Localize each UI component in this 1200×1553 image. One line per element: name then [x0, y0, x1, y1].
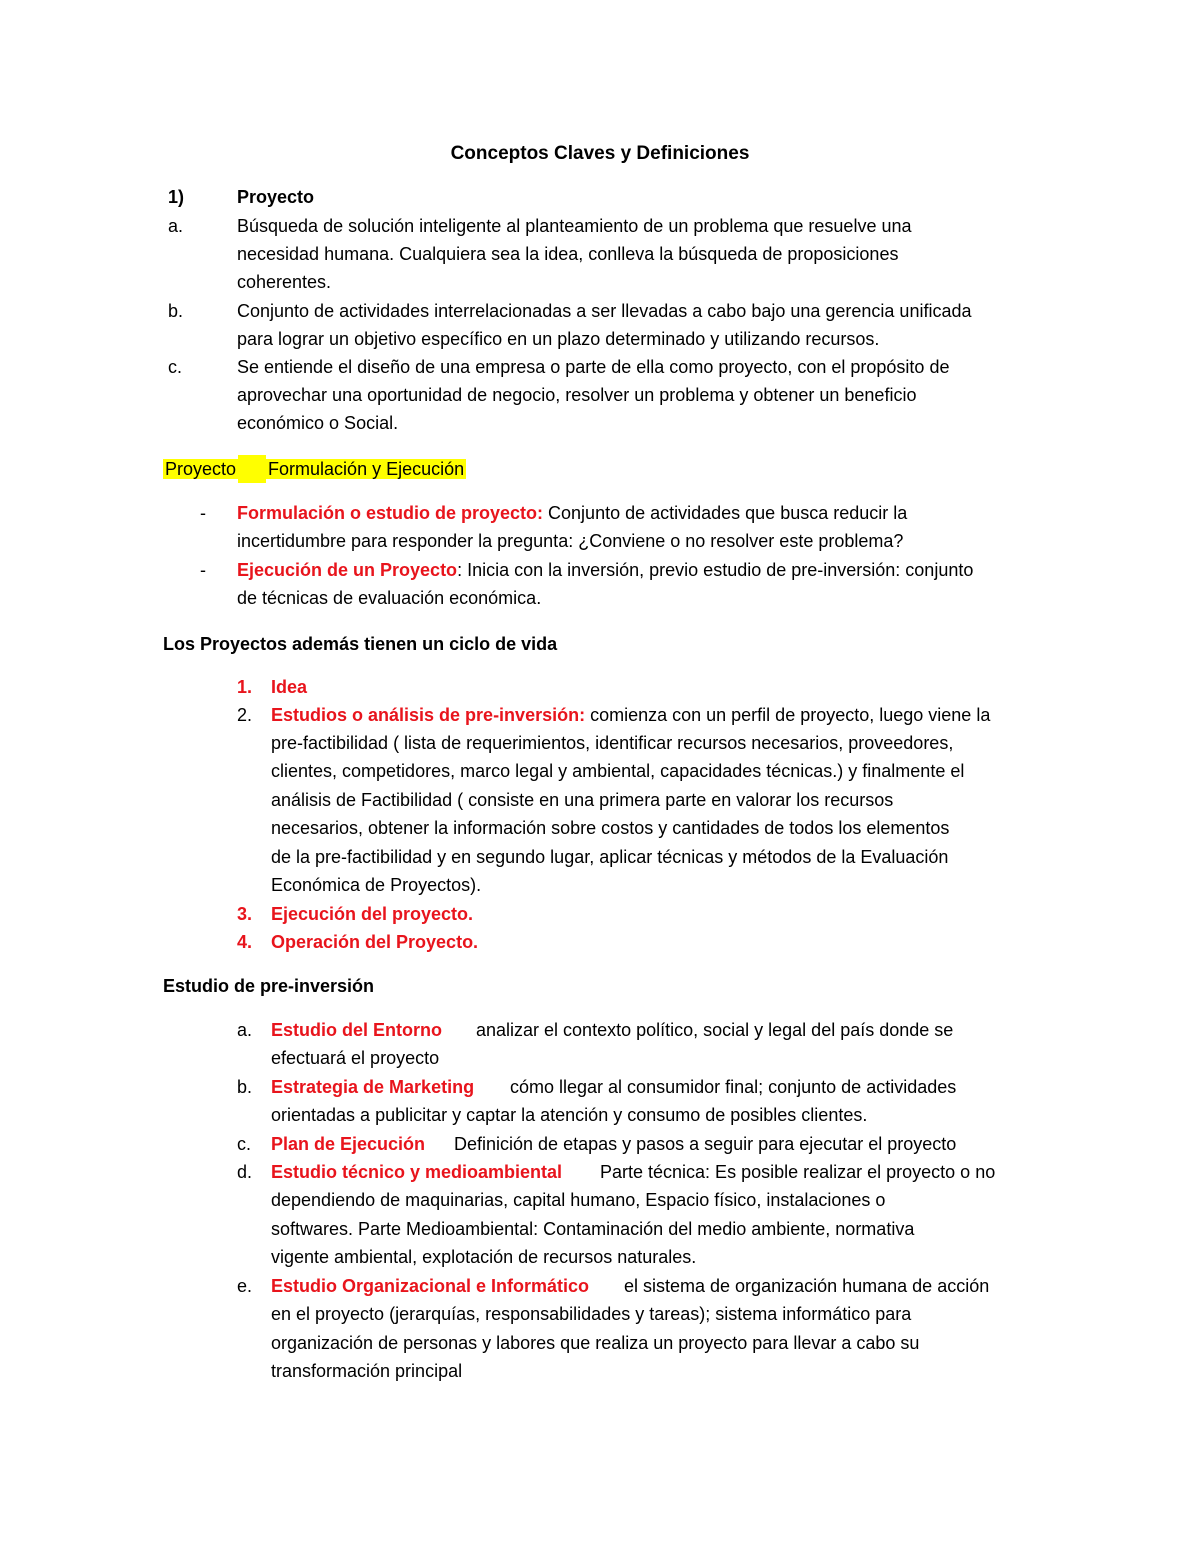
term-label: Estudios o análisis de pre-inversión: — [271, 705, 586, 725]
list-marker: e. — [237, 1276, 253, 1296]
term-definition: cómo llegar al consumidor final; conjunto de actividades — [510, 1077, 957, 1097]
list-item-text: vigente ambiental, explotación de recursos naturales. — [271, 1247, 697, 1267]
highlight-word: Proyecto — [165, 459, 237, 479]
list-item-text: Se entiende el diseño de una empresa o parte de ella como proyecto, con el propósito de — [237, 357, 950, 377]
list-item-text: orientadas a publicitar y captar la atención y consumo de posibles clientes. — [271, 1105, 868, 1125]
list-item-text: transformación principal — [271, 1361, 463, 1381]
term-label: Estrategia de Marketing — [271, 1077, 475, 1097]
list-item-text: Conjunto de actividades interrelacionadas a ser llevadas a cabo bajo una gerencia unificada — [237, 301, 972, 321]
list-marker: a. — [168, 216, 184, 236]
list-item-text — [237, 556, 973, 584]
page-title: Conceptos Claves y Definiciones — [450, 143, 750, 164]
list-item-text: económico o Social. — [237, 413, 399, 433]
list-marker: a. — [237, 1020, 253, 1040]
list-item-text: en el proyecto (jerarquías, responsabilidades y tareas); sistema informático para — [271, 1304, 912, 1324]
list-item-text: coherentes. — [237, 272, 332, 292]
list-item-text: de técnicas de evaluación económica. — [237, 588, 542, 608]
highlight-arrow-gap — [238, 455, 266, 483]
term-label: Ejecución del proyecto. — [271, 904, 474, 924]
section-heading: Proyecto — [237, 187, 315, 207]
list-item-text: análisis de Factibilidad ( consiste en una primera parte en valorar los recursos — [271, 790, 894, 810]
highlighted-heading — [163, 455, 466, 483]
section-number: 1) — [168, 187, 185, 207]
section-heading: Estudio de pre-inversión — [163, 976, 375, 996]
list-item-text: dependiendo de maquinarias, capital humano, Espacio físico, instalaciones o — [271, 1190, 886, 1210]
term-label: Idea — [271, 677, 308, 697]
list-item-text: aprovechar una oportunidad de negocio, resolver un problema y obtener un beneficio — [237, 385, 917, 405]
term-definition: analizar el contexto político, social y legal del país donde se — [476, 1020, 954, 1040]
list-item-text: organización de personas y labores que realiza un proyecto para llevar a cabo su — [271, 1333, 920, 1353]
list-item-text: Búsqueda de solución inteligente al planteamiento de un problema que resuelve una — [237, 216, 912, 236]
term-definition: comienza con un perfil de proyecto, luego viene la — [585, 705, 991, 725]
list-item-text — [237, 499, 907, 527]
term-label: Estudio técnico y medioambiental — [271, 1162, 563, 1182]
list-marker: b. — [168, 301, 184, 321]
highlight-phrase: Formulación y Ejecución — [268, 459, 465, 479]
term-definition: : Inicia con la inversión, previo estudio de pre-inversión: conjunto — [457, 560, 974, 580]
list-marker: c. — [237, 1134, 252, 1154]
term-label: Estudio del Entorno — [271, 1020, 442, 1040]
list-item-text: efectuará el proyecto — [271, 1048, 440, 1068]
term-label: Estudio Organizacional e Informático — [271, 1276, 590, 1296]
list-item-text: para lograr un objetivo específico en un plazo determinado y utilizando recursos. — [237, 329, 880, 349]
list-item-text: necesarios, obtener la información sobre costos y cantidades de todos los elementos — [271, 818, 950, 838]
list-item-text: softwares. Parte Medioambiental: Contaminación del medio ambiente, normativa — [271, 1219, 915, 1239]
list-item-text: pre-factibilidad ( lista de requerimientos, identificar recursos necesarios, proveedores, — [271, 733, 954, 753]
term-definition: el sistema de organización humana de acción — [624, 1276, 990, 1296]
list-item-text: necesidad humana. Cualquiera sea la idea, conlleva la búsqueda de proposiciones — [237, 244, 899, 264]
term-label: Plan de Ejecución — [271, 1134, 426, 1154]
list-marker: c. — [168, 357, 183, 377]
list-marker: b. — [237, 1077, 253, 1097]
list-marker: - — [200, 560, 206, 580]
term-definition: Conjunto de actividades que busca reducir la — [543, 503, 908, 523]
list-item-text: clientes, competidores, marco legal y ambiental, capacidades técnicas.) y finalmente el — [271, 761, 965, 781]
list-item-text: Económica de Proyectos). — [271, 875, 482, 895]
term-definition: Definición de etapas y pasos a seguir para ejecutar el proyecto — [454, 1134, 957, 1154]
list-marker: d. — [237, 1162, 253, 1182]
list-item-text: incertidumbre para responder la pregunta: ¿Conviene o no resolver este problema? — [237, 531, 904, 551]
term-definition: Parte técnica: Es posible realizar el proyecto o no — [600, 1162, 996, 1182]
list-item-text — [271, 701, 990, 729]
list-marker: - — [200, 503, 206, 523]
term-label: Ejecución de un Proyecto — [237, 560, 458, 580]
list-marker: 1. — [237, 677, 253, 697]
section-heading: Los Proyectos además tienen un ciclo de vida — [163, 634, 558, 654]
list-marker: 2. — [237, 705, 253, 725]
list-item-text: de la pre-factibilidad y en segundo lugar, aplicar técnicas y métodos de la Evaluación — [271, 847, 949, 867]
list-marker: 4. — [237, 932, 253, 952]
term-label: Formulación o estudio de proyecto: — [237, 503, 544, 523]
list-marker: 3. — [237, 904, 253, 924]
term-label: Operación del Proyecto. — [271, 932, 479, 952]
